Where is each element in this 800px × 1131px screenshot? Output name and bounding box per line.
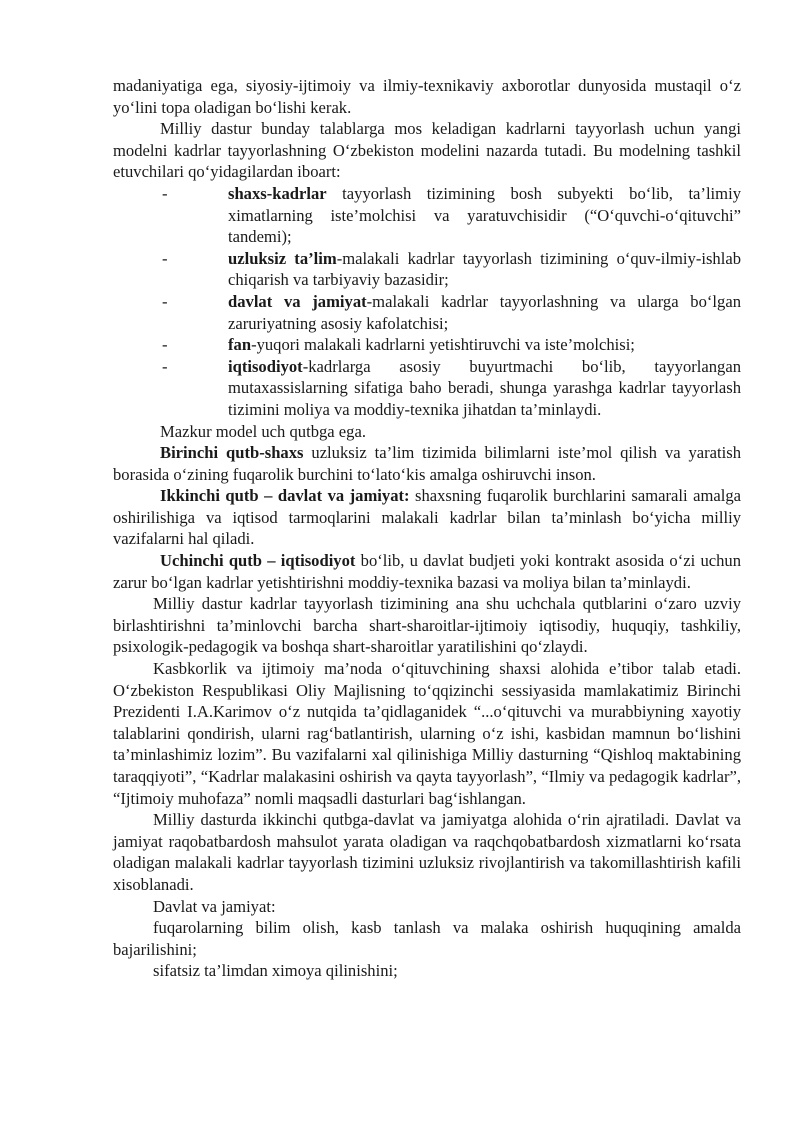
- paragraph: [113, 485, 741, 550]
- paragraph: Milliy dastur kadrlar tayyorlash tizimining ana shu uchchala qutblarini o‘zaro uzviy birlashtirishni ta’minlovchi barcha shart-sharoitlar-ijtimoiy iqtisodiy, huquqiy, tashkiliy, psixologik-pedagogik va boshqa shart-sharoitlar yaratilishini qo‘zlaydi.: [113, 594, 741, 657]
- paragraph: [113, 550, 741, 593]
- paragraph-text: shaxsning fuqarolik burchlarini samarali amalga oshirilishiga va iqtisod tarmoqlarini malakali kadrlar bilan ta’minlash bo‘yicha milliy vazifalarni hal qiladi.: [113, 486, 741, 549]
- list-item-text: tayyorlash tizimining bosh subyekti bo‘lib, ta’limiy ximatlarning iste’molchisi va yaratuvchisidir (“O‘quvchi-o‘qituvchi” tandemi);: [228, 183, 741, 247]
- list-item-text: -yuqori malakali kadrlarni yetishtiruvchi va iste’molchisi;: [251, 335, 635, 355]
- list-item-text: -malakali kadrlar tayyorlash tizimining o‘quv-ilmiy-ishlab chiqarish va tarbiyaviy bazasidir;: [228, 248, 742, 290]
- paragraph: fuqarolarning bilim olish, kasb tanlash va malaka oshirish huquqining amalda bajarilishini;: [113, 918, 741, 959]
- list-item-text: -kadrlarga asosiy buyurtmachi bo‘lib, tayyorlangan mutaxassislarning sifatiga baho beradi, shunga yarashga kadrlar tayyorlash tizimini moliya va moddiy-texnika jihatdan ta’minlaydi.: [228, 356, 741, 419]
- paragraph: sifatsiz ta’limdan ximoya qilinishini;: [153, 961, 398, 981]
- paragraph: Milliy dasturda ikkinchi qutbga-davlat va jamiyatga alohida o‘rin ajratiladi. Davlat va jamiyat raqobatbardosh mahsulot yarata oladigan va raqchqobatbardosh xizmatlarni ko‘rsata oladigan malakali kadrlar tayyorlash tizimini uzluksiz rivojlantirish va takomillashtirish kafili xisoblanadi.: [113, 810, 741, 894]
- list-item-term: uzluksiz ta’lim: [228, 248, 337, 268]
- paragraph: [113, 442, 741, 485]
- paragraph: Davlat va jamiyat:: [153, 896, 276, 916]
- list-dash: -: [162, 183, 168, 203]
- list-dash: -: [162, 356, 168, 376]
- list-item: [113, 334, 741, 356]
- list-dash: -: [162, 335, 168, 355]
- list-item-term: davlat va jamiyat: [228, 291, 367, 311]
- list-item: [113, 248, 741, 291]
- paragraph-text: uzluksiz ta’lim tizimida bilimlarni iste’mol qilish va yaratish borasida o‘zining fuqarolik burchini to‘lato‘kis amalga oshiruvchi inson.: [113, 443, 741, 484]
- list-item-term: shaxs-kadrlar: [228, 183, 327, 203]
- document-page: [113, 75, 741, 982]
- list-item-term: iqtisodiyot: [228, 356, 303, 376]
- paragraph: Kasbkorlik va ijtimoiy ma’noda o‘qituvchining shaxsi alohida e’tibor talab etadi. O‘zbekiston Respublikasi Oliy Majlisning to‘qqizinchi sessiyasida mamlakatimiz Birinchi Prezidenti I.A.Karimov o‘z nutqida ta’qidlaganidek “...o‘qituvchi va murabbiyning xayotiy talablarini qondirish, ularni rag‘batlantirish, ularning o‘z ishi, kasbidan mamnun bo‘lishini ta’minlashimiz lozim”. Bu vazifalarni xal qilinishiga Milliy dasturning “Qishloq maktabining taraqqiyoti”, “Kadrlar malakasini oshirish va qayta tayyorlash”, “Ilmiy va pedagogik kadrlar”, “Ijtimoiy muhofaza” nomli maqsadli dasturlari bag‘ishlangan.: [113, 659, 741, 808]
- components-list: [113, 183, 741, 421]
- paragraph: Milliy dastur bunday talablarga mos keladigan kadrlarni tayyorlash uchun yangi modelni kadrlar tayyorlashning O‘zbekiston modelini nazarda tutadi. Bu modelning tashkil etuvchilari qo‘yidagilardan iboart:: [113, 119, 741, 182]
- list-dash: -: [162, 291, 168, 311]
- paragraph: Mazkur model uch qutbga ega.: [160, 421, 366, 441]
- bold-term: Uchinchi qutb – iqtisodiyot: [160, 551, 356, 571]
- paragraph: madaniyatiga ega, siyosiy-ijtimoiy va ilmiy-texnikaviy axborotlar dunyosida mustaqil o‘z yo‘lini topa oladigan bo‘lishi kerak.: [113, 76, 741, 117]
- paragraph-text: bo‘lib, u davlat budjeti yoki kontrakt asosida o‘zi uchun zarur bo‘lgan kadrlar yetishtirishni moddiy-texnika bazasi va moliya bilan ta’minlaydi.: [113, 551, 741, 592]
- list-item: [113, 183, 741, 248]
- bold-term: Ikkinchi qutb – davlat va jamiyat:: [160, 486, 410, 506]
- list-dash: -: [162, 248, 168, 268]
- list-item: [113, 356, 741, 421]
- list-item-term: fan: [228, 335, 252, 355]
- list-item: [113, 291, 741, 334]
- bold-term: Birinchi qutb-shaxs: [160, 443, 304, 463]
- list-item-text: -malakali kadrlar tayyorlashning va ularga bo‘lgan zaruriyatning asosiy kafolatchisi;: [228, 291, 741, 333]
